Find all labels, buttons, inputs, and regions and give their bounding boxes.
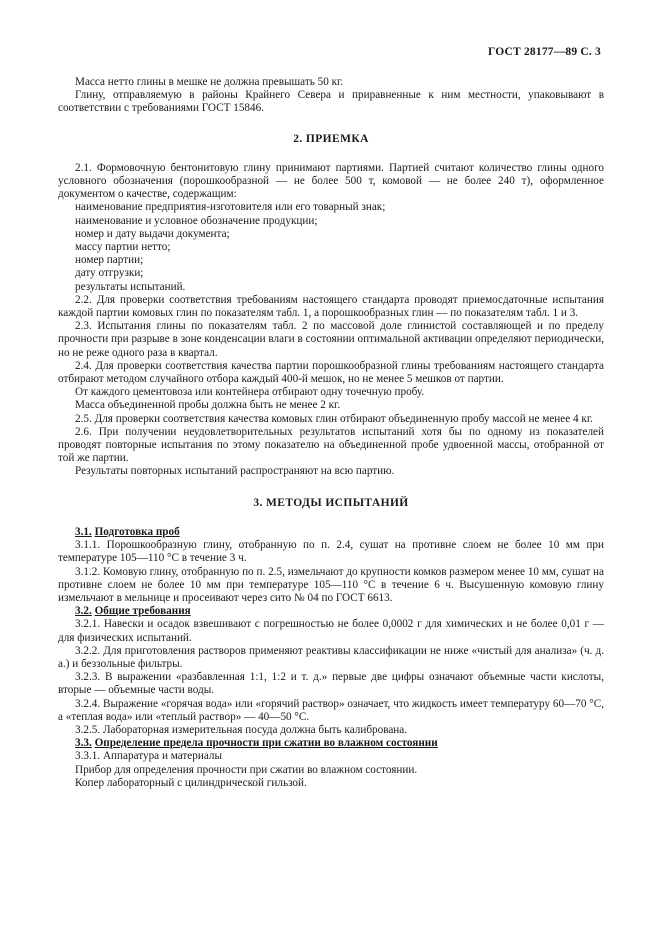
subsection-number: 3.2. (75, 605, 92, 618)
paragraph-3-1-2: 3.1.2. Комовую глину, отобранную по п. 2.5, измельчают до крупности комков размером менее 10 мм, сушат на противне слоем не более 10 мм при температуре 105—110 °С в течение 6 ч. Высушенную комовую глину измельчают в мельнице и просеивают через сито № 04 по ГОСТ 6613. (58, 565, 604, 604)
section-3-title: 3. МЕТОДЫ ИСПЫТАНИЙ (253, 496, 409, 509)
subsection-number: 3.1. (75, 525, 92, 538)
paragraph-2-1: 2.1. Формовочную бентонитовую глину принимают партиями. Партией считают количество глины одного условного обозначения (порошкообразной — не более 500 т, комовой — не более 240 т), оформленное документом о качестве, содержащим: (58, 161, 604, 201)
paragraph-3-2-4: 3.2.4. Выражение «горячая вода» или «горячий раствор» означает, что жидкость имеет температуру 60—70 °С, а «теплая вода» или «теплый раствор» — 40—50 °С. (58, 697, 604, 723)
subsection-title: Общие требования (94, 605, 191, 618)
paragraph-2-4-mass: Масса объединенной пробы должна быть не менее 2 кг. (75, 399, 341, 412)
paragraph-2-6: 2.6. При получении неудовлетворительных результатов испытаний хотя бы по одному из показателей проводят повторные испытания по этому показателю на объединенной пробе удвоенной массы, отобранной от той же партии. (58, 425, 604, 465)
subsection-title: Подготовка проб (94, 525, 180, 538)
paragraph-2-2: 2.2. Для проверки соответствия требованиям настоящего стандарта проводят приемосдаточные испытания каждой партии комовых глин по показателям табл. 1, а порошкообразных глин — по показателям табл. 1 и 3. (58, 293, 604, 320)
page-body (58, 76, 604, 790)
list-item: номер и дату выдачи документа; (75, 227, 230, 240)
subsection-number: 3.3. (75, 737, 92, 750)
paragraph-2-6-results: Результаты повторных испытаний распространяют на всю партию. (75, 465, 395, 478)
paragraph-3-2-1: 3.2.1. Навески и осадок взвешивают с погрешностью не более 0,0002 г для химических и не более 0,01 г — для физических испытаний. (58, 618, 604, 644)
list-item: наименование и условное обозначение продукции; (75, 214, 318, 227)
section-2-title: 2. ПРИЕМКА (293, 132, 369, 145)
list-item: массу партии нетто; (75, 241, 171, 254)
paragraph-2-4: 2.4. Для проверки соответствия качества партии порошкообразной глины требованиям настоящего стандарта отбирают методом случайного отбора каждый 400-й мешок, но не менее 5 мешков от партии. (58, 359, 604, 386)
paragraph-3-1-1: 3.1.1. Порошкообразную глину, отобранную по п. 2.4, сушат на противне слоем не более 10 мм при температуре 105—110 °С в течение 3 ч. (58, 539, 604, 565)
list-item: результаты испытаний. (75, 280, 186, 293)
paragraph-2-4-sample: От каждого цементовоза или контейнера отбирают одну точечную пробу. (75, 386, 425, 399)
paragraph-2-3: 2.3. Испытания глины по показателям табл. 2 по массовой доле глинистой составляющей и по пределу прочности при разрыве в зоне конденсации влаги в состоянии оптимальной активации определяют периодически, но не реже одного раза в квартал. (58, 320, 604, 359)
running-header: ГОСТ 28177—89 С. 3 (488, 46, 601, 58)
list-item: номер партии; (75, 254, 144, 267)
paragraph-3-3-1: 3.3.1. Аппаратура и материалы (75, 750, 223, 763)
paragraph-3-2-2: 3.2.2. Для приготовления растворов применяют реактивы классификации не ниже «чистый для анализа» (ч. д. а.) и беззольные фильтры. (58, 644, 604, 670)
paragraph-3-2-3: 3.2.3. В выражении «разбавленная 1:1, 1:2 и т. д.» первые две цифры означают объемные части кислоты, вторые — объемные части воды. (58, 671, 604, 697)
paragraph-3-3-1-device: Прибор для определения прочности при сжатии во влажном состоянии. (75, 763, 418, 776)
subsection-3-2-heading (58, 605, 604, 618)
paragraph-3-2-5: 3.2.5. Лабораторная измерительная посуда должна быть калибрована. (75, 723, 408, 736)
paragraph-2-5: 2.5. Для проверки соответствия качества комовых глин отбирают объединенную пробу массой не менее 4 кг. (75, 412, 593, 425)
list-item: дату отгрузки; (75, 267, 144, 280)
subsection-3-1-heading (58, 526, 604, 539)
subsection-3-3-heading (58, 737, 604, 750)
subsection-title: Определение предела прочности при сжатии во влажном состоянии (94, 737, 438, 750)
paragraph-north-packing: Глину, отправляемую в районы Крайнего Севера и приравненные к ним местности, упаковывают в соответствии с требованиями ГОСТ 15846. (58, 89, 604, 115)
list-item: наименование предприятия-изготовителя или его товарный знак; (75, 201, 386, 214)
paragraph-3-3-1-copra: Копер лабораторный с цилиндрической гильзой. (75, 776, 307, 789)
paragraph-net-mass: Масса нетто глины в мешке не должна превышать 50 кг. (75, 76, 344, 88)
